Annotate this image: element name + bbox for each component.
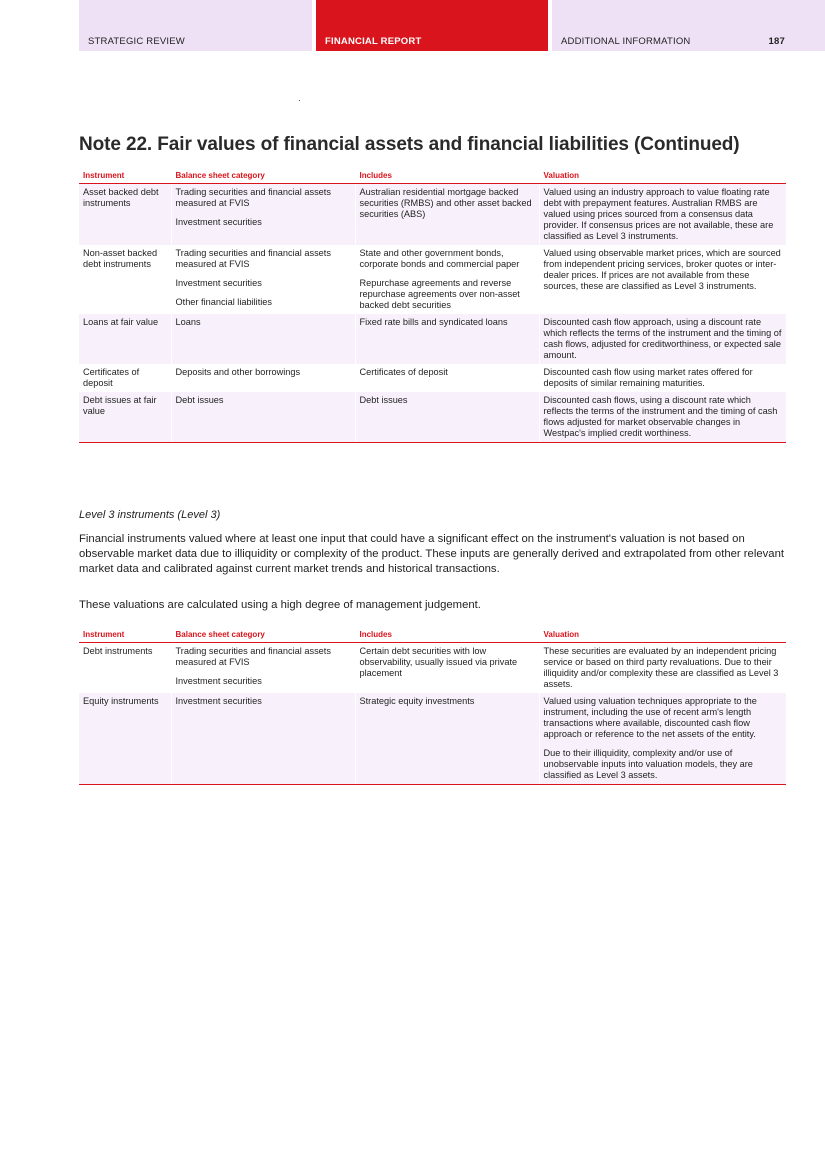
tab-label: STRATEGIC REVIEW (88, 36, 185, 47)
category-cell (171, 392, 355, 443)
category-cell-text: Investment securities (175, 676, 262, 686)
includes-cell-text: Fixed rate bills and syndicated loans (359, 317, 508, 327)
tab-financial-report[interactable] (316, 0, 548, 51)
page-title: Note 22. Fair values of financial assets and financial liabilities (Continued) (79, 134, 740, 155)
instrument-cell-text: Debt instruments (83, 646, 153, 656)
tab-additional-information[interactable] (552, 0, 825, 51)
includes-cell-text: Certificates of deposit (359, 367, 448, 377)
col-header-category: Balance sheet category (171, 171, 355, 184)
instrument-cell-text: Equity instruments (83, 696, 159, 706)
col-header-includes: Includes (355, 171, 539, 184)
instrument-cell (79, 184, 171, 246)
valuation-cell-text: Valued using an industry approach to value floating rate debt with prepayment features. Australian RMBS are valued using prices sourced from a consensus data provider. If consensus prices are not available, these are classified as Level 3 instruments. (543, 187, 774, 241)
category-cell-text: Trading securities and financial assets measured at FVIS (175, 248, 331, 269)
category-cell-text: Trading securities and financial assets measured at FVIS (175, 187, 331, 208)
category-cell-text: Investment securities (175, 217, 262, 227)
valuation-cell-text: These securities are evaluated by an independent pricing service or based on third party revaluations. Due to their illiquidity and/or complexity these are classified as Level 3 assets. (543, 646, 779, 689)
table-header-row (79, 630, 786, 643)
level3-heading: Level 3 instruments (Level 3) (79, 509, 221, 521)
instrument-cell (79, 693, 171, 785)
category-cell (171, 364, 355, 392)
instrument-cell-text: Non-asset backed debt instruments (83, 248, 158, 269)
instrument-cell-text: Loans at fair value (83, 317, 159, 327)
col-header-valuation: Valuation (539, 630, 786, 643)
valuation-cell-text: Due to their illiquidity, complexity and/or use of unobservable inputs into valuation models, they are classified as Level 3 assets. (543, 748, 753, 780)
table-row (79, 245, 786, 314)
category-cell-text: Investment securities (175, 696, 262, 706)
level3-paragraph-1: Financial instruments valued where at least one input that could have a significant effect on the instrument's valuation is not based on observable market data due to illiquidity or complexity of the product. These inputs are generally derived and extrapolated from other relevant market data and calibrated against current market trends and historical transactions. (79, 533, 784, 575)
table-row (79, 392, 786, 443)
table-body (79, 184, 786, 443)
includes-cell (355, 364, 539, 392)
table-row (79, 364, 786, 392)
valuation-cell (539, 314, 786, 364)
instrument-cell (79, 314, 171, 364)
includes-cell (355, 184, 539, 246)
col-header-category: Balance sheet category (171, 630, 355, 643)
includes-cell (355, 693, 539, 785)
valuation-cell-text: Discounted cash flow approach, using a discount rate which reflects the terms of the instrument and the timing of cash flows, adjusted for creditworthiness, or expected sale amount. (543, 317, 782, 360)
valuation-cell (539, 643, 786, 694)
includes-cell-text: State and other government bonds, corporate bonds and commercial paper (359, 248, 520, 269)
category-cell (171, 184, 355, 246)
category-cell-text: Deposits and other borrowings (175, 367, 301, 377)
includes-cell (355, 643, 539, 694)
valuation-cell (539, 184, 786, 246)
col-header-instrument: Instrument (79, 630, 171, 643)
col-header-includes: Includes (355, 630, 539, 643)
includes-cell-text: Repurchase agreements and reverse repurchase agreements over non-asset backed debt securities (359, 278, 520, 310)
includes-cell (355, 245, 539, 314)
category-cell-text: Other financial liabilities (175, 297, 273, 307)
table-body (79, 643, 786, 785)
col-header-valuation: Valuation (539, 171, 786, 184)
instrument-cell (79, 392, 171, 443)
instrument-cell-text: Certificates of deposit (83, 367, 140, 388)
valuation-cell (539, 364, 786, 392)
category-cell-text: Loans (175, 317, 201, 327)
instrument-cell-text: Asset backed debt instruments (83, 187, 159, 208)
stray-dot (299, 100, 300, 101)
category-cell-text: Debt issues (175, 395, 224, 405)
includes-cell (355, 314, 539, 364)
instrument-cell (79, 643, 171, 694)
valuation-cell (539, 693, 786, 785)
instrument-cell (79, 245, 171, 314)
page-number: 187 (768, 36, 785, 47)
level3-paragraph-2: These valuations are calculated using a high degree of management judgement. (79, 599, 481, 611)
category-cell (171, 245, 355, 314)
tab-label: FINANCIAL REPORT (325, 36, 422, 47)
category-cell-text: Trading securities and financial assets measured at FVIS (175, 646, 331, 667)
includes-cell-text: Australian residential mortgage backed securities (RMBS) and other asset backed securities (ABS) (359, 187, 532, 219)
category-cell (171, 643, 355, 694)
includes-cell-text: Strategic equity investments (359, 696, 475, 706)
tab-strategic-review[interactable] (79, 0, 312, 51)
valuation-cell-text: Valued using valuation techniques appropriate to the instrument, including the use of recent arm's length transactions where available, discounted cash flow approach or reference to the net assets of the entity. (543, 696, 757, 739)
valuation-table-1 (79, 171, 786, 443)
includes-cell-text: Debt issues (359, 395, 408, 405)
includes-cell (355, 392, 539, 443)
category-cell (171, 693, 355, 785)
valuation-cell-text: Discounted cash flows, using a discount rate which reflects the terms of the instrument and the timing of cash flows adjusted for market observable changes in Westpac's implied credit worthiness. (543, 395, 778, 438)
table-row (79, 184, 786, 246)
valuation-cell-text: Discounted cash flow using market rates offered for deposits of similar remaining maturities. (543, 367, 753, 388)
includes-cell-text: Certain debt securities with low observability, usually issued via private placement (359, 646, 518, 678)
valuation-cell (539, 392, 786, 443)
section-tabs (79, 0, 825, 51)
valuation-table-2 (79, 630, 786, 785)
instrument-cell (79, 364, 171, 392)
category-cell (171, 314, 355, 364)
tab-label: ADDITIONAL INFORMATION (561, 36, 691, 47)
table-row (79, 314, 786, 364)
category-cell-text: Investment securities (175, 278, 262, 288)
instrument-cell-text: Debt issues at fair value (83, 395, 157, 416)
valuation-cell-text: Valued using observable market prices, which are sourced from independent pricing services, broker quotes or inter-dealer prices. If prices are not available from these sources, these are classified as Level 3 instruments. (543, 248, 781, 291)
valuation-cell (539, 245, 786, 314)
table-row (79, 693, 786, 785)
col-header-instrument: Instrument (79, 171, 171, 184)
table-header-row (79, 171, 786, 184)
table-row (79, 643, 786, 694)
